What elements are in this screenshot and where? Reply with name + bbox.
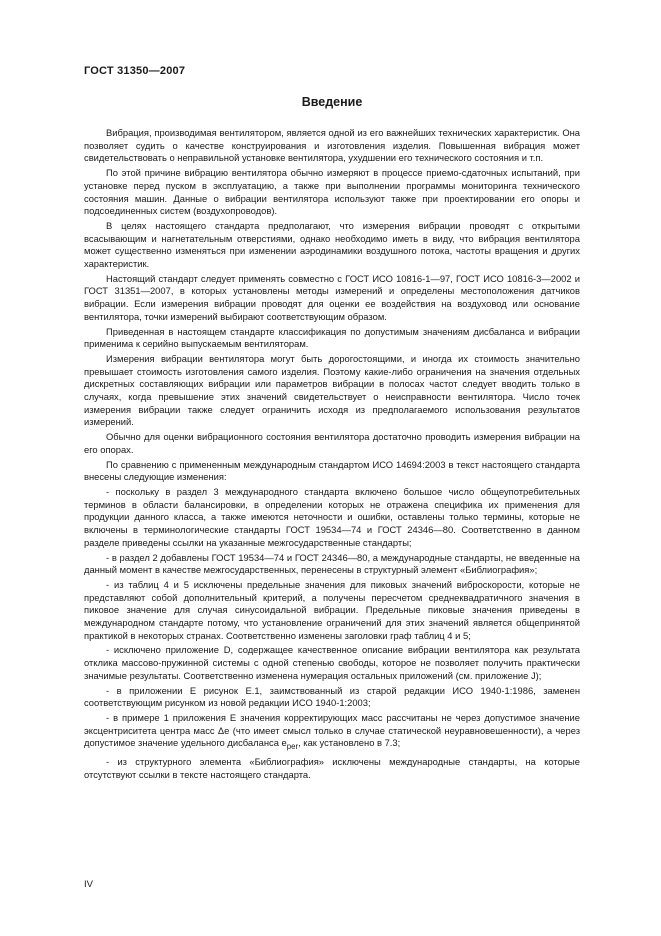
paragraph: По сравнению с примененным международным стандартом ИСО 14694:2003 в текст настоящего стандарта внесены следующие изменения: (84, 458, 580, 483)
paragraph: По этой причине вибрацию вентилятора обычно измеряют в процессе приемо-сдаточных испытаний, при установке перед пуском в эксплуатацию, а также при выполнении программы мониторинга технического состояния машин. Данные о вибрации вентилятора используют также при проектировании его опоры и подсоединенных систем (воздухопроводов). (84, 167, 580, 217)
list-item: - из структурного элемента «Библиография» исключены международные стандарты, на которые отсутствуют ссылки в тексте настоящего стандарта. (84, 755, 580, 780)
list-item: - в примере 1 приложения Е значения корректирующих масс рассчитаны не через допустимое значение эксцентриситета центра масс Δe (что имеет смысл только в случае статической неуравновешенности), а через допустимое значение удельного дисбаланса $e_{per}$, как установлено в 7.3; (84, 711, 580, 752)
list-item: - из таблиц 4 и 5 исключены предельные значения для пиковых значений виброскорости, которые не представляют собой дополнительный критерий, а получены пересчетом среднеквадратичного значения в пиковое значение для случая синусоидальной вибрации. Предельные пиковые значения приведены в международном стандарте потому, что установление ограничений для этих значений является общепринятой практикой в некоторых странах. Соответственно изменены заголовки граф таблиц 4 и 5; (84, 578, 580, 641)
paragraph: Вибрация, производимая вентилятором, является одной из его важнейших технических характеристик. Она позволяет судить о качестве конструирования и изготовления изделия. Повышенная вибрация может свидетельствовать о неправильной установке вентилятора, ухудшении его технического состояния и т.п. (84, 127, 580, 164)
list-item: - исключено приложение D, содержащее качественное описание вибрации вентилятора как результата отклика массово-пружинной системы с одной степенью свободы, которое не позволяет получить практически значимые результаты. Соответственно изменена нумерация остальных приложений (см. приложение J); (84, 644, 580, 681)
list-item: - поскольку в раздел 3 международного стандарта включено большое число общеупотребительных терминов в области балансировки, в определении которых не отражена специфика их применения для продукции данного класса, а также имеются неточности и ошибки, оставлены только термины, которые не включены в терминологические стандарты ГОСТ 19534—74 и ГОСТ 24346—80. Соответственно в данном разделе приведены ссылки на указанные межгосударственные стандарты; (84, 485, 580, 548)
paragraph: Обычно для оценки вибрационного состояния вентилятора достаточно проводить измерения вибрации на его опорах. (84, 431, 580, 455)
body-text (84, 127, 580, 783)
paragraph: В целях настоящего стандарта предполагают, что измерения вибрации проводят с открытыми всасывающим и нагнетательным отверстиями, однако необходимо иметь в виду, что вибрация вентилятора может существенно изменяться при изменении аэродинамики воздушного потока, частоты вращения и других характеристик. (84, 219, 580, 270)
paragraph: Измерения вибрации вентилятора могут быть дорогостоящими, и иногда их стоимость значительно превышает стоимость изготовления самого изделия. Поэтому какие-либо ограничения на значения отдельных дискретных составляющих вибрации или параметров вибрации в полосах частот следует вводить только в случаях, когда превышение этих значений свидетельствует о неисправности вентилятора. Число точек измерения вибрации также следует ограничить исходя из предполагаемого использования результатов измерений. (84, 352, 580, 428)
paragraph: Приведенная в настоящем стандарте классификация по допустимым значениям дисбаланса и вибрации применима к серийно выпускаемым вентиляторам. (84, 325, 580, 350)
list-item: - в раздел 2 добавлены ГОСТ 19534—74 и ГОСТ 24346—80, а международные стандарты, не введенные на данный момент в качестве межгосударственных, перенесены в структурный элемент «Библиография»; (84, 551, 580, 576)
paragraph: Настоящий стандарт следует применять совместно с ГОСТ ИСО 10816-1—97, ГОСТ ИСО 10816-3—2002 и ГОСТ 31351—2007, в которых установлены методы измерений и определены местоположения датчиков вибрации. Если измерения вибрации проводят для оценки ее воздействия на воздуховод или основание вентилятора, точки измерений выбирают соответствующим образом. (84, 272, 580, 322)
list-item: - в приложении Е рисунок Е.1, заимствованный из старой редакции ИСО 1940-1:1986, заменен соответствующим рисунком из новой редакции ИСО 1940-1:2003; (84, 684, 580, 709)
document-code: ГОСТ 31350—2007 (84, 65, 186, 77)
section-title: Введение (301, 95, 363, 109)
page-number: IV (84, 879, 93, 890)
